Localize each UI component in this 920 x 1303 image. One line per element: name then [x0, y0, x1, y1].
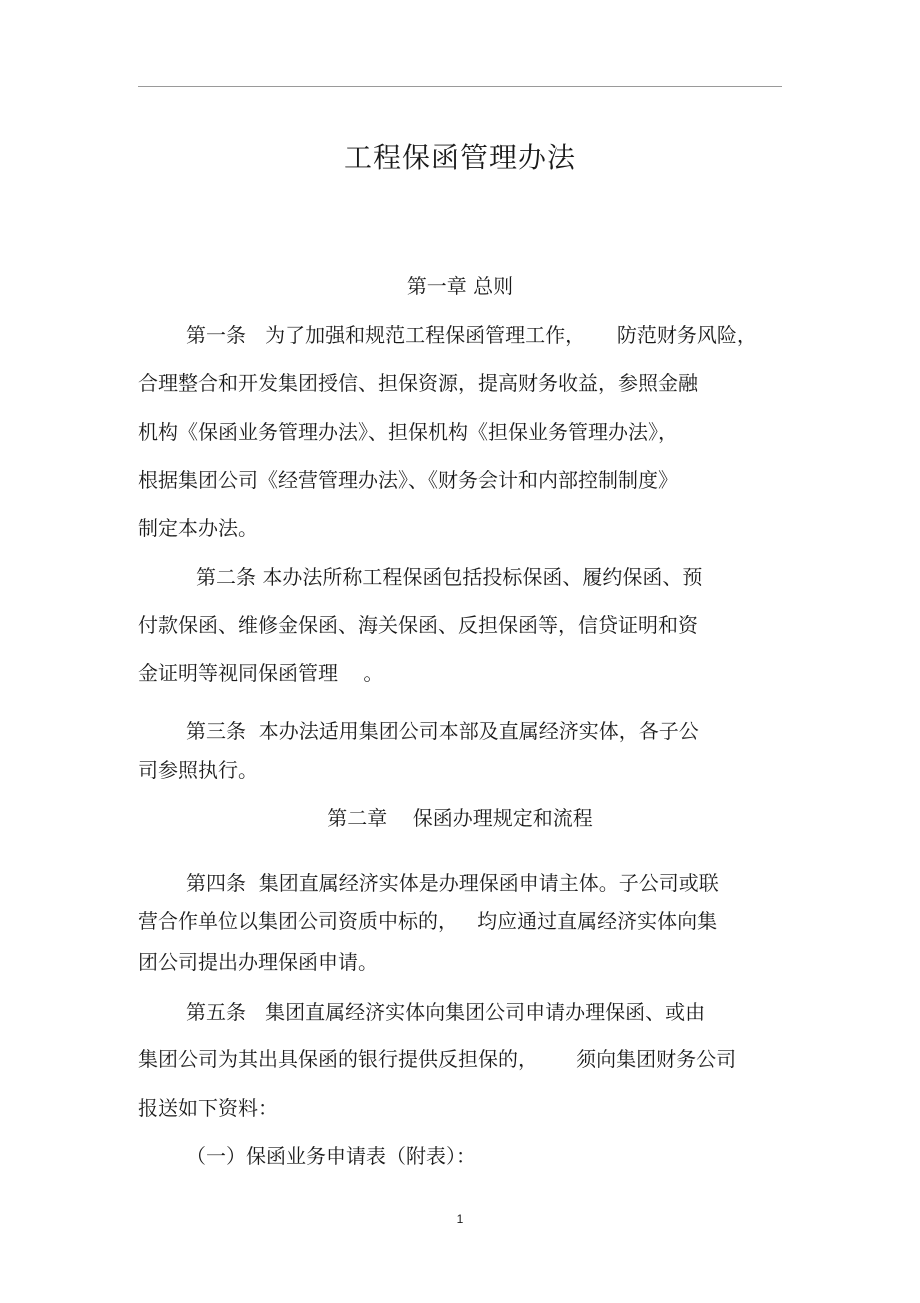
paragraph-line: 金证明等视同保函管理 。	[138, 661, 384, 685]
paragraph-line: 第五条 集团直属经济实体向集团公司申请办理保函、或由	[186, 1000, 706, 1024]
paragraph-line: 营合作单位以集团公司资质中标的， 均应通过直属经济实体向集	[138, 909, 718, 933]
page-number: 1	[456, 1212, 464, 1226]
paragraph-line: 根据集团公司《经营管理办法》、《财务会计和内部控制制度》	[138, 468, 678, 492]
chapter-heading: 第一章 总则	[406, 274, 514, 298]
page-title: 工程保函管理办法	[343, 141, 576, 174]
paragraph-line: 第三条 本办法适用集团公司本部及直属经济实体，各子公	[186, 719, 699, 743]
paragraph-line: 团公司提出办理保函申请。	[138, 950, 378, 974]
list-item: （一）保函业务申请表（附表）：	[186, 1144, 476, 1168]
paragraph-line: 付款保函、维修金保函、海关保函、反担保函等，信贷证明和资	[138, 613, 698, 637]
paragraph-line: 报送如下资料：	[138, 1096, 278, 1120]
paragraph-line: 第一条 为了加强和规范工程保函管理工作， 防范财务风险，	[186, 323, 757, 347]
paragraph-line: 司参照执行。	[138, 758, 258, 782]
paragraph-line: 机构《保函业务管理办法》、担保机构《担保业务管理办法》，	[138, 420, 678, 444]
paragraph-line: 第二条 本办法所称工程保函包括投标保函、履约保函、预	[196, 565, 703, 589]
header-rule	[138, 86, 782, 87]
paragraph-line: 集团公司为其出具保函的银行提供反担保的， 须向集团财务公司	[138, 1047, 737, 1071]
paragraph-line: 制定本办法。	[138, 516, 258, 540]
chapter-heading: 第二章 保函办理规定和流程	[327, 806, 593, 830]
paragraph-line: 合理整合和开发集团授信、担保资源，提高财务收益，参照金融	[138, 371, 698, 395]
paragraph-line: 第四条 集团直属经济实体是办理保函申请主体。子公司或联	[186, 871, 719, 895]
